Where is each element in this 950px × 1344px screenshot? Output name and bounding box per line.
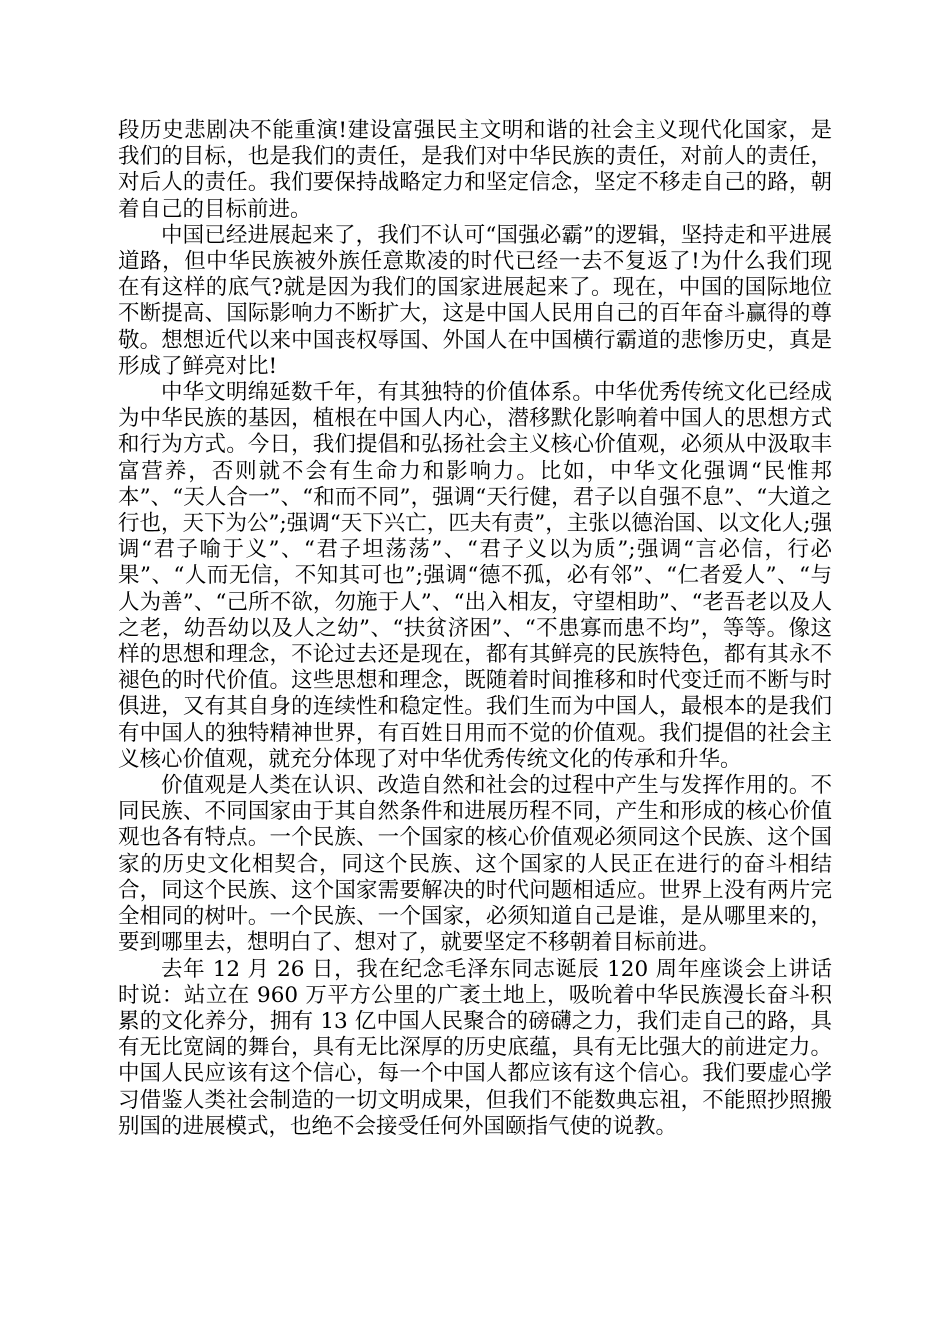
paragraph-1: 段历史悲剧决不能重演!建设富强民主文明和谐的社会主义现代化国家，是我们的目标，也是我们的责任，是我们对中华民族的责任，对前人的责任，对后人的责任。我们要保持战略定力和坚定信念，坚定不移走自己的路，朝着自己的目标前进。 <box>118 118 832 222</box>
document-page <box>118 118 832 1140</box>
paragraph-3: 中华文明绵延数千年，有其独特的价值体系。中华优秀传统文化已经成为中华民族的基因，植根在中国人内心，潜移默化影响着中国人的思想方式和行为方式。今日，我们提倡和弘扬社会主义核心价值观，必须从中汲取丰富营养，否则就不会有生命力和影响力。比如，中华文化强调“民惟邦本”、“天人合一”、“和而不同”，强调“天行健，君子以自强不息”、“大道之行也，天下为公”;强调“天下兴亡，匹夫有责”，主张以德治国、以文化人;强调“君子喻于义”、“君子坦荡荡”、“君子义以为质”;强调“言必信，行必果”、“人而无信，不知其可也”;强调“德不孤，必有邻”、“仁者爱人”、“与人为善”、“己所不欲，勿施于人”、“出入相友，守望相助”、“老吾老以及人之老，幼吾幼以及人之幼”、“扶贫济困”、“不患寡而患不均”，等等。像这样的思想和理念，不论过去还是现在，都有其鲜亮的民族特色，都有其永不褪色的时代价值。这些思想和理念，既随着时间推移和时代变迁而不断与时俱进，又有其自身的连续性和稳定性。我们生而为中国人，最根本的是我们有中国人的独特精神世界，有百姓日用而不觉的价值观。我们提倡的社会主义核心价值观，就充分体现了对中华优秀传统文化的传承和升华。 <box>118 380 832 772</box>
paragraph-2: 中国已经进展起来了，我们不认可“国强必霸”的逻辑，坚持走和平进展道路，但中华民族被外族任意欺凌的时代已经一去不复返了!为什么我们现在有这样的底气?就是因为我们的国家进展起来了。现在，中国的国际地位不断提高、国际影响力不断扩大，这是中国人民用自己的百年奋斗赢得的尊敬。想想近代以来中国丧权辱国、外国人在中国横行霸道的悲惨历史，真是形成了鲜亮对比! <box>118 222 832 379</box>
paragraph-4: 价值观是人类在认识、改造自然和社会的过程中产生与发挥作用的。不同民族、不同国家由于其自然条件和进展历程不同，产生和形成的核心价值观也各有特点。一个民族、一个国家的核心价值观必须同这个民族、这个国家的历史文化相契合，同这个民族、这个国家的人民正在进行的奋斗相结合，同这个民族、这个国家需要解决的时代问题相适应。世界上没有两片完全相同的树叶。一个民族、一个国家，必须知道自己是谁，是从哪里来的，要到哪里去，想明白了、想对了，就要坚定不移朝着目标前进。 <box>118 773 832 956</box>
paragraph-5: 去年 12 月 26 日，我在纪念毛泽东同志诞辰 120 周年座谈会上讲话时说：站立在 960 万平方公里的广袤土地上，吸吮着中华民族漫长奋斗积累的文化养分，拥有 13 亿中国人民聚合的磅礴之力，我们走自己的路，具有无比宽阔的舞台，具有无比深厚的历史底蕴，具有无比强大的前进定力。中国人民应该有这个信心，每一个中国人都应该有这个信心。我们要虚心学习借鉴人类社会制造的一切文明成果，但我们不能数典忘祖，不能照抄照搬别国的进展模式，也绝不会接受任何外国颐指气使的说教。 <box>118 956 832 1139</box>
